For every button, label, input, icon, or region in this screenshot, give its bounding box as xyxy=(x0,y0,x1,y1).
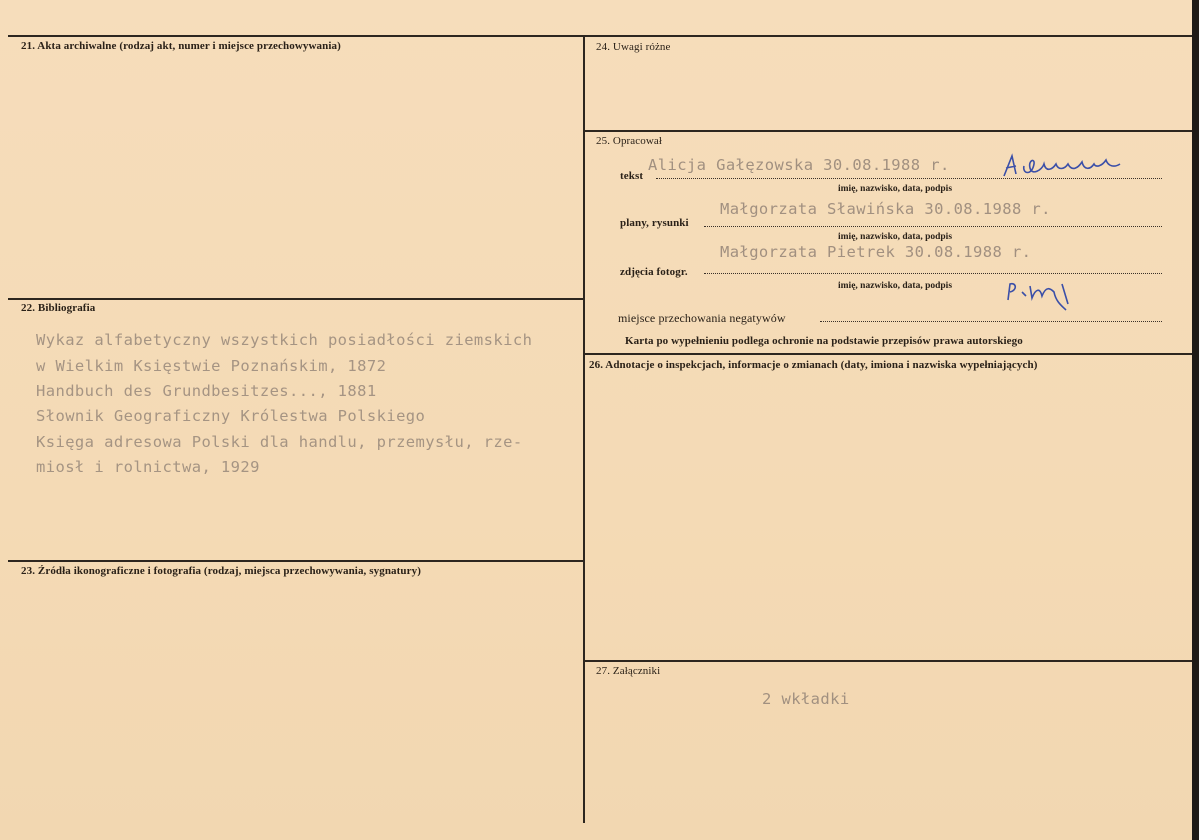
section-24-label: 24. Uwagi różne xyxy=(596,41,671,53)
tekst-value: Alicja Gałęzowska 30.08.1988 r. xyxy=(648,156,950,174)
bibliography-entry: miosł i rolnictwa, 1929 xyxy=(36,458,260,476)
rule-27 xyxy=(585,660,1192,662)
section-26-label: 26. Adnotacje o inspekcjach, informacje o zmianach (daty, imiona i nazwiska wypełniających) xyxy=(589,359,1038,371)
bibliography-entry: w Wielkim Księstwie Poznańskim, 1872 xyxy=(36,357,387,375)
zdjecia-value: Małgorzata Pietrek 30.08.1988 r. xyxy=(720,243,1032,261)
tekst-label: tekst xyxy=(620,170,644,182)
rule-22 xyxy=(8,298,583,300)
section-22-label: 22. Bibliografia xyxy=(21,302,96,314)
initials-icon xyxy=(1004,278,1076,312)
section-27-label: 27. Załączniki xyxy=(596,665,661,677)
zdjecia-dotline xyxy=(704,273,1162,274)
bibliography-entry: Księga adresowa Polski dla handlu, przemysłu, rze- xyxy=(36,433,523,451)
tekst-dotline xyxy=(656,178,1162,179)
rule-25 xyxy=(585,130,1192,132)
card-edge xyxy=(1192,0,1199,840)
plany-dotline xyxy=(704,226,1162,227)
rule-26 xyxy=(585,353,1192,355)
negatywy-label: miejsce przechowania negatywów xyxy=(618,311,786,325)
plany-hint: imię, nazwisko, data, podpis xyxy=(838,232,953,242)
attachments-value: 2 wkładki xyxy=(762,690,850,708)
tekst-hint: imię, nazwisko, data, podpis xyxy=(838,184,953,194)
rule-23 xyxy=(8,560,583,562)
center-divider xyxy=(583,35,585,823)
bibliography-entry: Wykaz alfabetyczny wszystkich posiadłości ziemskich xyxy=(36,331,533,349)
section-25-label: 25. Opracował xyxy=(596,135,663,147)
zdjecia-label: zdjęcia fotogr. xyxy=(620,266,688,278)
plany-value: Małgorzata Sławińska 30.08.1988 r. xyxy=(720,200,1051,218)
section-23-label: 23. Źródła ikonograficzne i fotografia (rodzaj, miejsca przechowywania, sygnatury) xyxy=(21,565,421,577)
top-rule xyxy=(8,35,1192,37)
section-21-label: 21. Akta archiwalne (rodzaj akt, numer i miejsce przechowywania) xyxy=(21,40,341,52)
copyright-notice: Karta po wypełnieniu podlega ochronie na podstawie przepisów prawa autorskiego xyxy=(625,335,1023,347)
zdjecia-hint: imię, nazwisko, data, podpis xyxy=(838,281,953,291)
bibliography-entry: Słownik Geograficzny Królestwa Polskiego xyxy=(36,407,426,425)
bibliography-entry: Handbuch des Grundbesitzes..., 1881 xyxy=(36,382,377,400)
plany-label: plany, rysunki xyxy=(620,217,689,229)
negatywy-dotline xyxy=(820,321,1162,322)
